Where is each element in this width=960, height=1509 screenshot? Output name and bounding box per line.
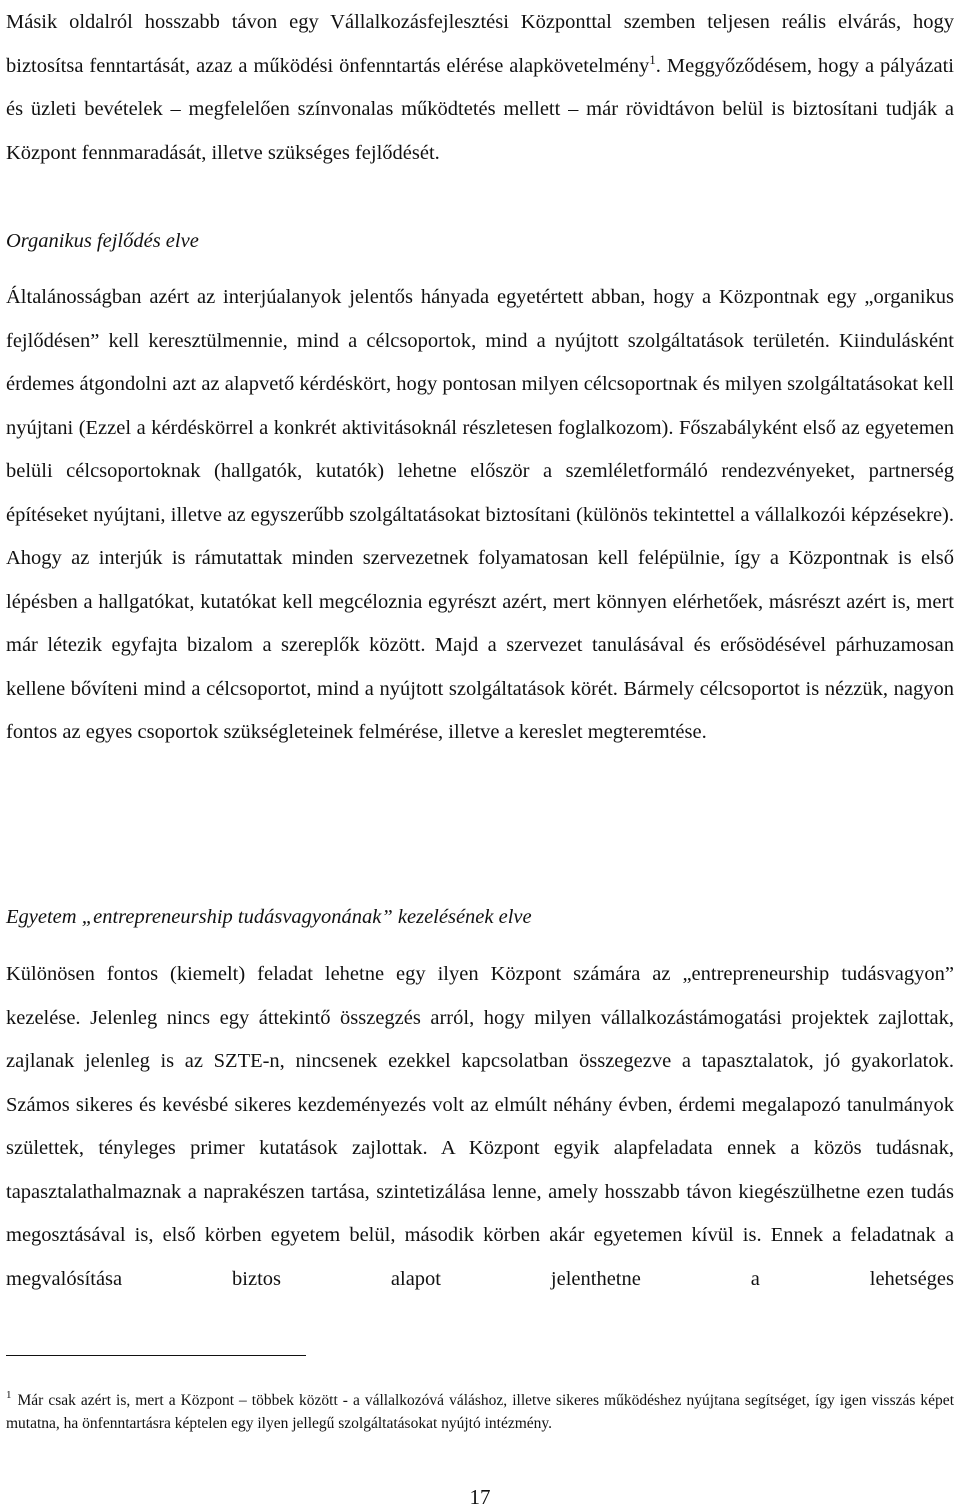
- footnote-reference[interactable]: 1: [649, 51, 656, 67]
- paragraph-sustainability-text-after: . Meggyőződésem, hogy a pályázati és üzleti bevételek – megfelelően színvonalas működtetés mellett – már rövidtávon belül is biztosítani tudják a Központ fennmaradását, illetve szükséges fejlődését.: [6, 54, 954, 164]
- page-number: 17: [469, 1485, 491, 1509]
- paragraph-sustainability: [6, 1, 954, 175]
- section-heading-entrepreneurship-knowledge: Egyetem „entrepreneurship tudásvagyonának” kezelésének elve: [6, 906, 532, 928]
- paragraph-organic-development: Általánosságban azért az interjúalanyok jelentős hányada egyetértett abban, hogy a Központnak egy „organikus fejlődésen” kell keresztülmennie, mind a célcsoportok, mind a nyújtott szolgáltatások területén. Kiindulásként érdemes átgondolni azt az alapvető kérdéskört, hogy pontosan milyen célcsoportnak és milyen szolgáltatásokat kell nyújtani (Ezzel a kérdéskörrel a konkrét aktivitásoknál részletesen foglalkozom). Főszabályként első az egyetemen belüli célcsoportoknak (hallgatók, kutatók) lehetne először a szemléletformáló rendezvényeket, partnerség építéseket nyújtani, illetve az egyszerűbb szolgáltatásokat biztosítani (különös tekintettel a vállalkozói képzésekre). Ahogy az interjúk is rámutattak minden szervezetnek folyamatosan kell felépülnie, így a Központnak is első lépésben a hallgatókat, kutatókat kell megcéloznia egyrészt azért, mert könnyen elérhetőek, másrészt azért is, mert már létezik egyfajta bizalom a szereplők között. Majd a szervezet tanulásával és erősödésével párhuzamosan kellene bővíteni mind a célcsoportot, mind a nyújtott szolgáltatások körét. Bármely célcsoportot is nézzük, nagyon fontos az egyes csoportok szükségleteinek felmérése, illetve a kereslet megteremtése.: [6, 286, 954, 743]
- paragraph-sustainability-text: Másik oldalról hosszabb távon egy Vállalkozásfejlesztési Központtal szemben teljesen reális elvárás, hogy biztosítsa fenntartását, azaz a működési önfenntartás elérése alapkövetelmény: [6, 11, 954, 77]
- footnote: [6, 1389, 954, 1435]
- footnote-separator: [6, 1355, 306, 1356]
- footnote-number: 1: [6, 1389, 12, 1401]
- footnote-text: Már csak azért is, mert a Központ – többek között - a vállalkozóvá váláshoz, illetve sikeres működéshez nyújtana segítséget, így igen visszás képet mutatna, ha önfenntartásra képtelen egy ilyen jellegű szolgáltatásokat nyújtó intézmény.: [6, 1392, 954, 1432]
- section-heading-organic-development: Organikus fejlődés elve: [6, 230, 199, 252]
- paragraph-entrepreneurship-knowledge: Különösen fontos (kiemelt) feladat lehetne egy ilyen Központ számára az „entrepreneurship tudásvagyon” kezelése. Jelenleg nincs egy áttekintő összegzés arról, hogy milyen vállalkozástámogatási projektek zajlottak, zajlanak jelenleg is az SZTE-n, nincsenek ezekkel kapcsolatban összegezve a tapasztalatok, jó gyakorlatok. Számos sikeres és kevésbé sikeres kezdeményezés volt az elmúlt néhány évben, érdemi megalapozó tanulmányok születtek, tényleges primer kutatások zajlottak. A Központ egyik alapfeladata ennek a közös tudásnak, tapasztalathalmaznak a naprakészen tartása, szintetizálása lenne, amely hosszabb távon kiegészülhetne ezen tudás megosztásával is, első körben egyetem belül, második körben akár egyetemen kívül is. Ennek a feladatnak a megvalósítása biztos alapot jelenthetne a lehetséges: [6, 963, 954, 1290]
